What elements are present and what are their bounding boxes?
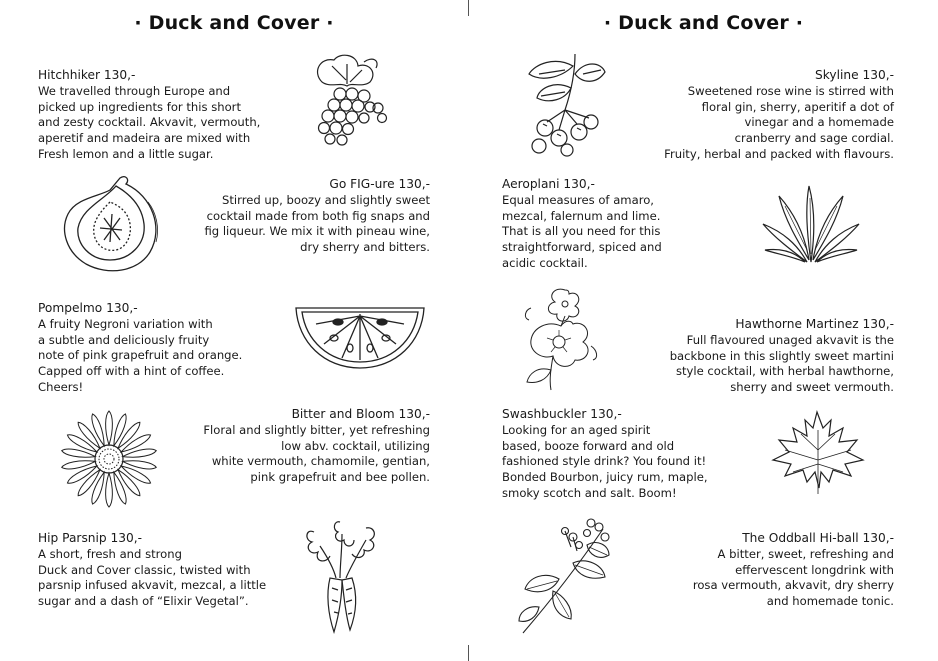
parsnip-icon xyxy=(300,518,382,636)
item-name: Hawthorne Martinez 130,- xyxy=(735,317,894,331)
item-description-line: Sweetened rose wine is stirred with xyxy=(687,83,894,98)
item-description-line: mezcal, falernum and lime. xyxy=(502,208,661,223)
item-description-line: Cheers! xyxy=(38,379,84,394)
menu-item-aeroplani xyxy=(502,177,662,272)
item-description-line: Looking for an aged spirit xyxy=(502,422,651,437)
flowering-sprig-icon xyxy=(517,515,613,635)
chamomile-flower-icon xyxy=(58,408,160,510)
item-name: Hitchhiker 130,- xyxy=(38,68,136,82)
item-description-line: picked up ingredients for this short xyxy=(38,99,241,114)
item-description-line: sherry and sweet vermouth. xyxy=(730,380,894,395)
menu-item-skyline xyxy=(664,68,894,163)
item-description-line: Fresh lemon and a little sugar. xyxy=(38,146,214,161)
grapefruit-slice-icon xyxy=(294,302,426,372)
item-description-line: and zesty cocktail. Akvavit, vermouth, xyxy=(38,115,261,130)
agave-icon xyxy=(761,184,861,264)
item-description-line: vinegar and a homemade xyxy=(744,115,894,130)
item-description-line: Bonded Bourbon, juicy rum, maple, xyxy=(502,470,708,485)
fig-icon xyxy=(60,172,165,274)
item-name: The Oddball Hi-ball 130,- xyxy=(742,531,894,545)
item-description-line: effervescent longdrink with xyxy=(735,562,894,577)
item-name: Skyline 130,- xyxy=(815,68,894,82)
hawthorn-flower-icon xyxy=(521,286,601,392)
item-description-line: rosa vermouth, akvavit, dry sherry xyxy=(692,578,894,593)
item-description-line: style cocktail, with herbal hawthorne, xyxy=(675,364,894,379)
item-name: Hip Parsnip 130,- xyxy=(38,531,143,545)
item-description-line: dry sherry and bitters. xyxy=(300,240,430,255)
item-description-line: Fruity, herbal and packed with flavours. xyxy=(664,146,894,161)
item-description-line: fig liqueur. We mix it with pineau wine, xyxy=(204,224,430,239)
item-description-line: Equal measures of amaro, xyxy=(502,192,654,207)
item-description-line: aperetif and madeira are mixed with xyxy=(38,131,251,146)
item-description-line: fashioned style drink? You found it! xyxy=(502,454,707,469)
left-page xyxy=(0,0,468,661)
item-description-line: Stirred up, boozy and slightly sweet xyxy=(222,192,430,207)
menu-item-hawthorne-martinez xyxy=(670,317,894,396)
item-description-line: Capped off with a hint of coffee. xyxy=(38,364,225,379)
grapes-icon xyxy=(302,52,392,152)
menu-item-bitter-and-bloom xyxy=(203,407,430,486)
menu-item-go-fig-ure xyxy=(204,177,430,256)
page-title: · Duck and Cover · xyxy=(134,12,334,34)
item-description-line: A bitter, sweet, refreshing and xyxy=(717,546,894,561)
menu-item-hitchhiker xyxy=(38,68,260,163)
item-name: Aeroplani 130,- xyxy=(502,177,595,191)
page-title: · Duck and Cover · xyxy=(603,12,804,34)
item-description-line: note of pink grapefruit and orange. xyxy=(38,348,243,363)
item-description-line: Floral and slightly bitter, yet refreshing xyxy=(203,422,430,437)
item-description-line: based, booze forward and old xyxy=(502,438,675,453)
item-description-line: A short, fresh and strong xyxy=(38,546,182,561)
item-name: Swashbuckler 130,- xyxy=(502,407,622,421)
item-description-line: A fruity Negroni variation with xyxy=(38,316,213,331)
item-description-line: cocktail made from both fig snaps and xyxy=(206,208,430,223)
maple-leaf-icon xyxy=(771,410,865,496)
cranberry-branch-icon xyxy=(525,52,607,158)
item-description-line: straightforward, spiced and xyxy=(502,240,662,255)
item-description-line: floral gin, sherry, aperitif a dot of xyxy=(701,99,894,114)
menu-item-pompelmo xyxy=(38,301,242,396)
item-description-line: parsnip infused akvavit, mezcal, a little xyxy=(38,578,267,593)
item-name: Go FIG-ure 130,- xyxy=(329,177,430,191)
item-description-line: Full flavoured unaged akvavit is the xyxy=(686,332,894,347)
item-description-line: cranberry and sage cordial. xyxy=(734,131,894,146)
item-name: Pompelmo 130,- xyxy=(38,301,138,315)
item-description-line: low abv. cocktail, utilizing xyxy=(281,438,430,453)
item-description-line: and homemade tonic. xyxy=(766,594,894,609)
menu-item-hip-parsnip xyxy=(38,531,266,610)
item-name: Bitter and Bloom 130,- xyxy=(291,407,430,421)
item-description-line: acidic cocktail. xyxy=(502,255,588,270)
item-description-line: sugar and a dash of “Elixir Vegetal”. xyxy=(38,594,249,609)
right-page xyxy=(469,0,938,661)
menu-item-the-oddball-hi-ball xyxy=(693,531,894,610)
item-description-line: Duck and Cover classic, twisted with xyxy=(38,562,251,577)
item-description-line: We travelled through Europe and xyxy=(38,83,231,98)
item-description-line: That is all you need for this xyxy=(502,224,661,239)
item-description-line: backbone in this slightly sweet martini xyxy=(669,348,894,363)
item-description-line: a subtle and deliciously fruity xyxy=(38,332,210,347)
menu-item-swashbuckler xyxy=(502,407,708,502)
item-description-line: white vermouth, chamomile, gentian, xyxy=(211,454,430,469)
item-description-line: smoky scotch and salt. Boom! xyxy=(502,485,677,500)
item-description-line: pink grapefruit and bee pollen. xyxy=(250,470,430,485)
